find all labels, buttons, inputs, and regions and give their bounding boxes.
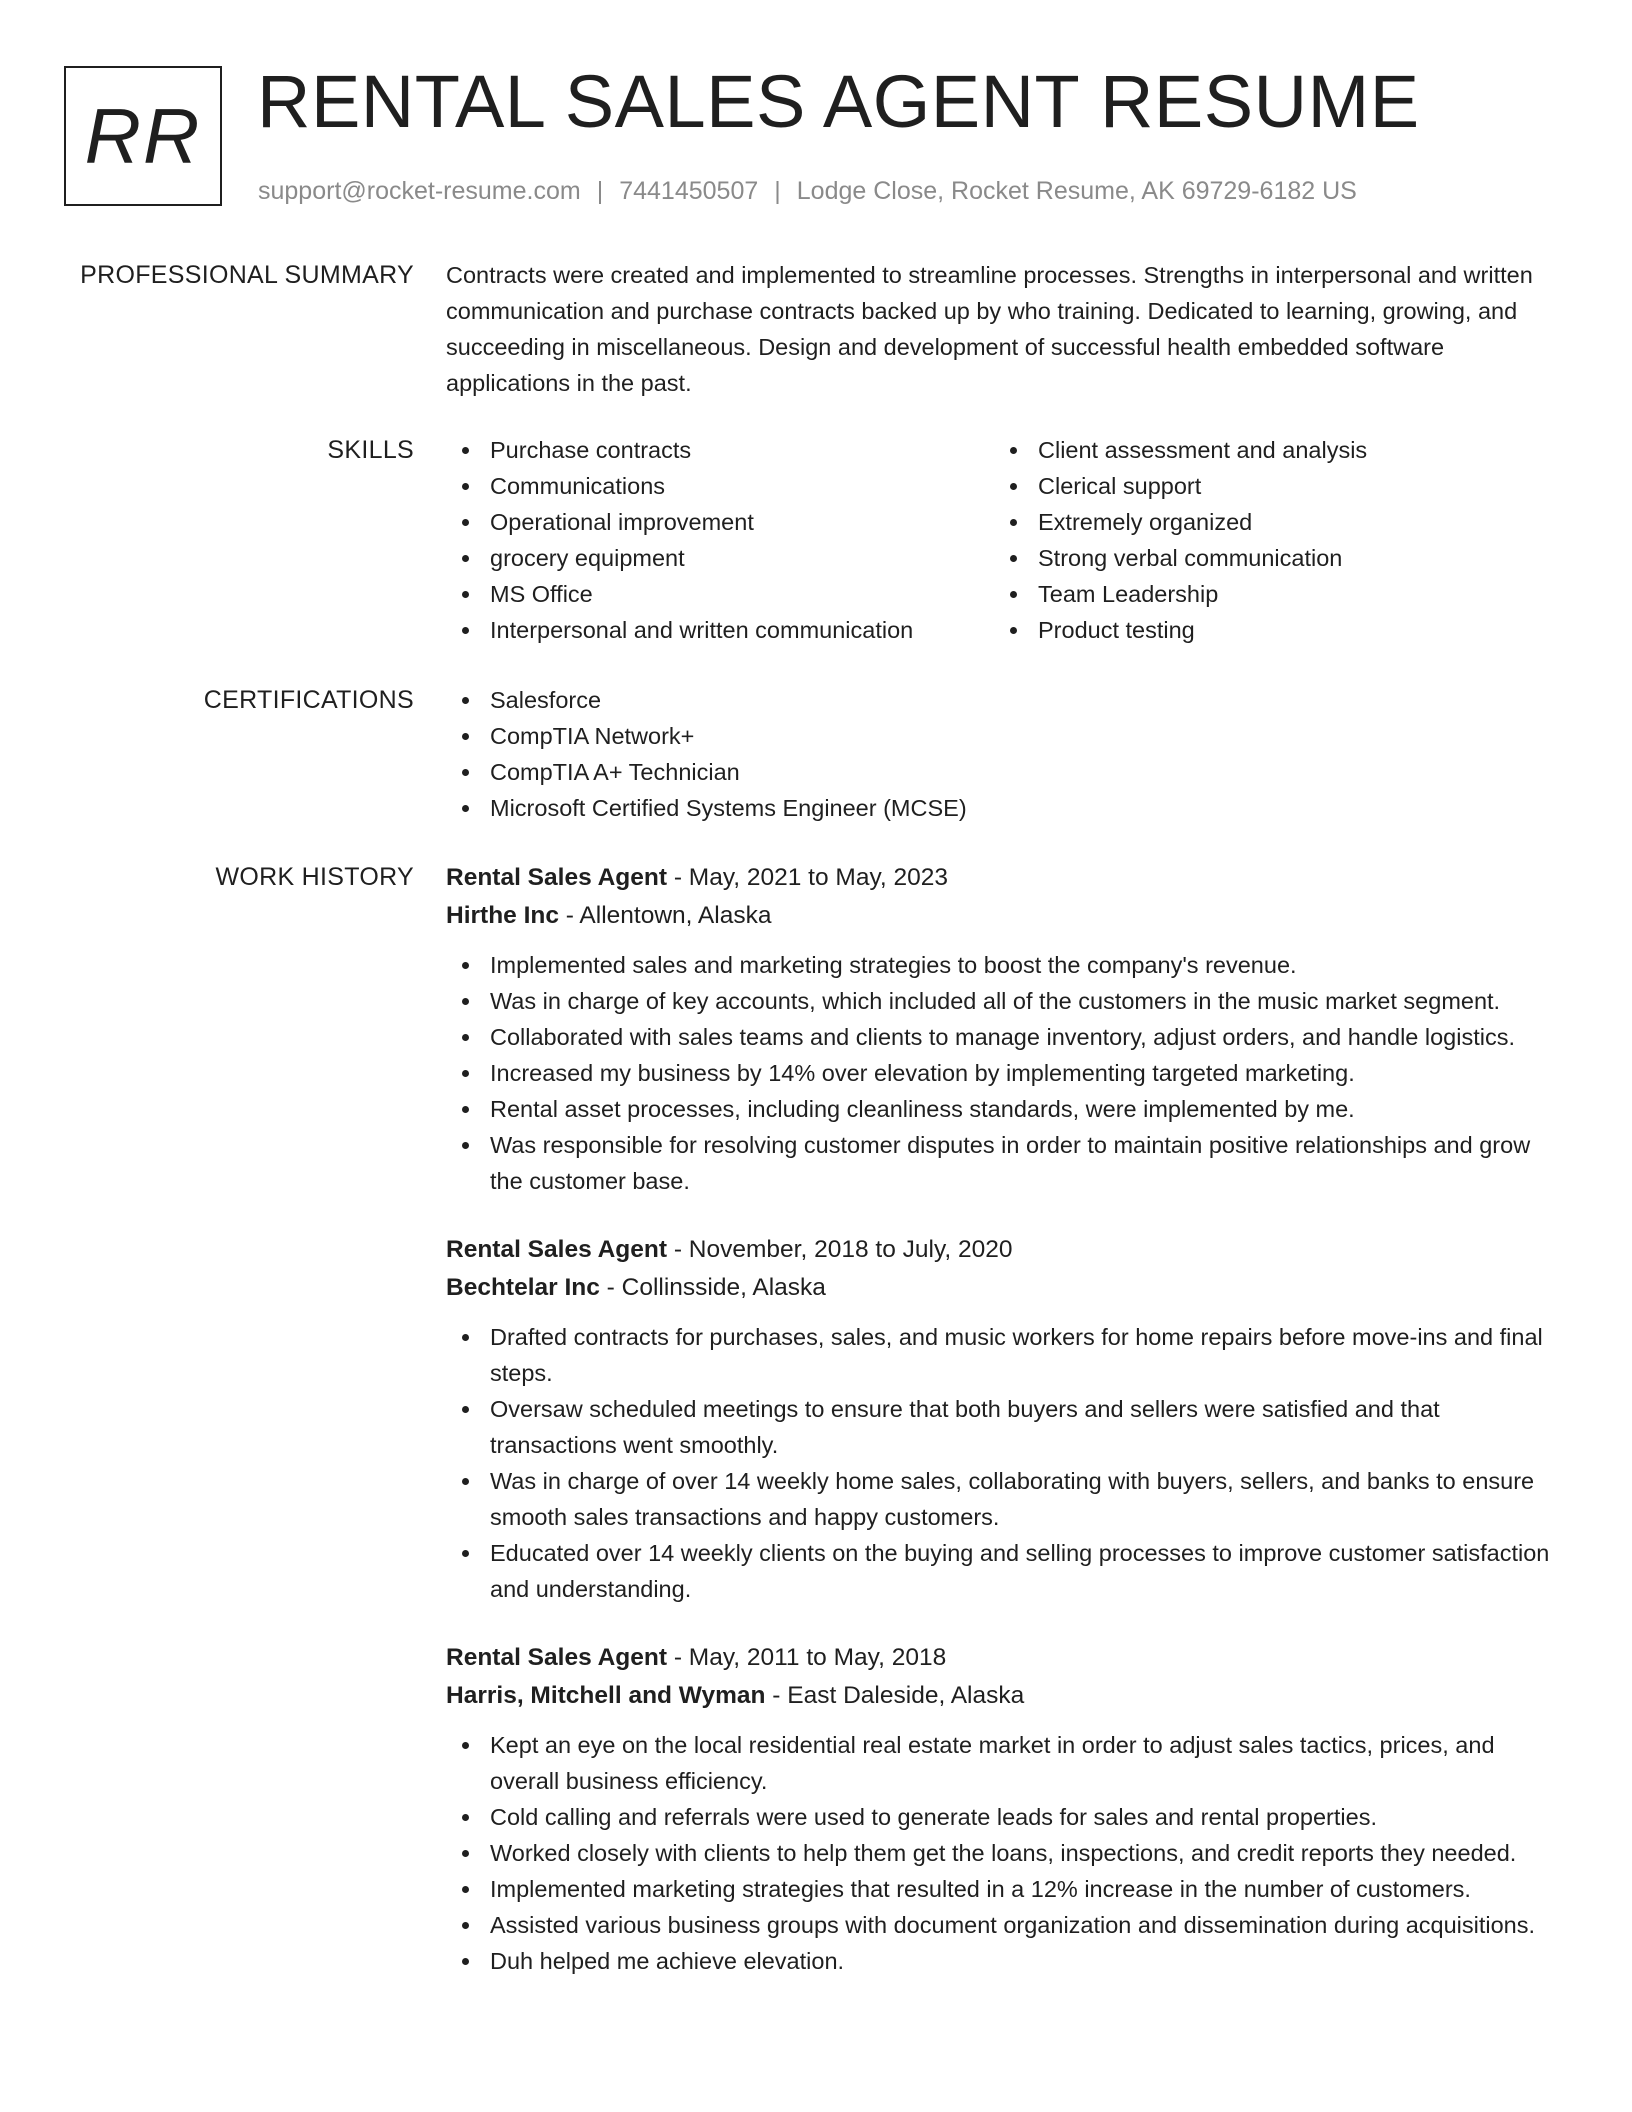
skills-list-left <box>446 432 994 648</box>
job-dash: - <box>765 1682 788 1709</box>
certifications-heading: CERTIFICATIONS <box>203 686 414 714</box>
skill-item: Communications <box>446 468 994 504</box>
job-entry <box>446 859 1566 1199</box>
skills-heading: SKILLS <box>327 436 414 464</box>
summary-heading: PROFESSIONAL SUMMARY <box>80 261 414 289</box>
job-duty: Drafted contracts for purchases, sales, and music workers for home repairs before move-ins and final steps. <box>446 1319 1566 1391</box>
job-dash: - <box>559 902 580 929</box>
certification-item: Microsoft Certified Systems Engineer (MCSE) <box>446 790 1566 826</box>
job-company-line <box>446 1677 1566 1715</box>
job-company: Hirthe Inc <box>446 902 559 929</box>
job-duty: Worked closely with clients to help them get the loans, inspections, and credit reports they needed. <box>446 1835 1566 1871</box>
certification-item: Salesforce <box>446 682 1566 718</box>
job-company: Harris, Mitchell and Wyman <box>446 1682 766 1709</box>
skill-item: MS Office <box>446 576 994 612</box>
skill-item: Purchase contracts <box>446 432 994 468</box>
skill-item: Interpersonal and written communication <box>446 612 994 648</box>
job-dash: - <box>667 1644 689 1671</box>
contact-phone[interactable]: 7441450507 <box>619 177 759 205</box>
monogram-badge <box>64 66 222 206</box>
job-title: Rental Sales Agent <box>446 864 668 891</box>
job-duties-list <box>446 947 1566 1199</box>
contact-separator: | <box>596 177 604 205</box>
job-title-line <box>446 1231 1566 1269</box>
job-duty: Duh helped me achieve elevation. <box>446 1943 1566 1979</box>
job-duties-list <box>446 1319 1566 1607</box>
job-dates: November, 2018 to July, 2020 <box>688 1236 1013 1263</box>
job-location: East Daleside, Alaska <box>787 1682 1025 1709</box>
job-duty: Cold calling and referrals were used to generate leads for sales and rental properties. <box>446 1799 1566 1835</box>
summary-text: Contracts were created and implemented to streamline processes. Strengths in interpersonal and written communication and purchase contracts backed up by who training. Dedicated to learning, growing, and succeeding in miscellaneous. Design and development of successful health embedded software applications in the past. <box>446 262 1533 396</box>
job-location: Allentown, Alaska <box>579 902 772 929</box>
certification-item: CompTIA Network+ <box>446 718 1566 754</box>
job-duty: Was in charge of key accounts, which included all of the customers in the music market segment. <box>446 983 1566 1019</box>
resume-title: RENTAL SALES AGENT RESUME <box>257 60 1420 143</box>
job-duties-list <box>446 1727 1566 1979</box>
job-company-line <box>446 897 1566 935</box>
job-duty: Assisted various business groups with document organization and dissemination during acquisitions. <box>446 1907 1566 1943</box>
monogram-text: RR <box>84 91 202 180</box>
skill-item: Strong verbal communication <box>994 540 1542 576</box>
job-duty: Oversaw scheduled meetings to ensure that both buyers and sellers were satisfied and that transactions went smoothly. <box>446 1391 1566 1463</box>
certifications-list <box>446 682 1566 826</box>
skills-body <box>446 432 1566 648</box>
certification-item: CompTIA A+ Technician <box>446 754 1566 790</box>
job-duty: Collaborated with sales teams and clients to manage inventory, adjust orders, and handle logistics. <box>446 1019 1566 1055</box>
job-dash: - <box>667 864 689 891</box>
skills-list-right <box>994 432 1542 648</box>
work-history-heading: WORK HISTORY <box>215 863 414 891</box>
skill-item: Team Leadership <box>994 576 1542 612</box>
job-dash: - <box>599 1274 622 1301</box>
summary-body <box>446 257 1566 401</box>
skill-item: Product testing <box>994 612 1542 648</box>
job-title-line <box>446 1639 1566 1677</box>
job-duty: Was in charge of over 14 weekly home sales, collaborating with buyers, sellers, and banks to ensure smooth sales transactions and happy customers. <box>446 1463 1566 1535</box>
job-dates: May, 2011 to May, 2018 <box>688 1644 947 1671</box>
certifications-body <box>446 682 1566 826</box>
skill-item: Operational improvement <box>446 504 994 540</box>
job-duty: Was responsible for resolving customer disputes in order to maintain positive relationships and grow the customer base. <box>446 1127 1566 1199</box>
job-duty: Implemented sales and marketing strategies to boost the company's revenue. <box>446 947 1566 983</box>
job-dates: May, 2021 to May, 2023 <box>688 864 949 891</box>
job-entry <box>446 1231 1566 1607</box>
contact-email[interactable]: support@rocket-resume.com <box>258 177 581 205</box>
job-company: Bechtelar Inc <box>446 1274 600 1301</box>
contact-separator: | <box>774 177 781 205</box>
contact-address: Lodge Close, Rocket Resume, AK 69729-6182 US <box>796 177 1357 205</box>
skill-item: grocery equipment <box>446 540 994 576</box>
job-duty: Educated over 14 weekly clients on the buying and selling processes to improve customer satisfaction and understanding. <box>446 1535 1566 1607</box>
work-history-body <box>446 859 1566 2011</box>
job-entry <box>446 1639 1566 1979</box>
job-company-line <box>446 1269 1566 1307</box>
skill-item: Client assessment and analysis <box>994 432 1542 468</box>
job-duty: Increased my business by 14% over elevation by implementing targeted marketing. <box>446 1055 1566 1091</box>
job-dash: - <box>667 1236 689 1263</box>
job-location: Collinsside, Alaska <box>621 1274 826 1301</box>
job-title-line <box>446 859 1566 897</box>
contact-line <box>258 174 1357 208</box>
skill-item: Clerical support <box>994 468 1542 504</box>
job-duty: Kept an eye on the local residential real estate market in order to adjust sales tactics, prices, and overall business efficiency. <box>446 1727 1566 1799</box>
skill-item: Extremely organized <box>994 504 1542 540</box>
job-duty: Implemented marketing strategies that resulted in a 12% increase in the number of customers. <box>446 1871 1566 1907</box>
job-duty: Rental asset processes, including cleanliness standards, were implemented by me. <box>446 1091 1566 1127</box>
job-title: Rental Sales Agent <box>446 1236 668 1263</box>
job-title: Rental Sales Agent <box>446 1644 668 1671</box>
